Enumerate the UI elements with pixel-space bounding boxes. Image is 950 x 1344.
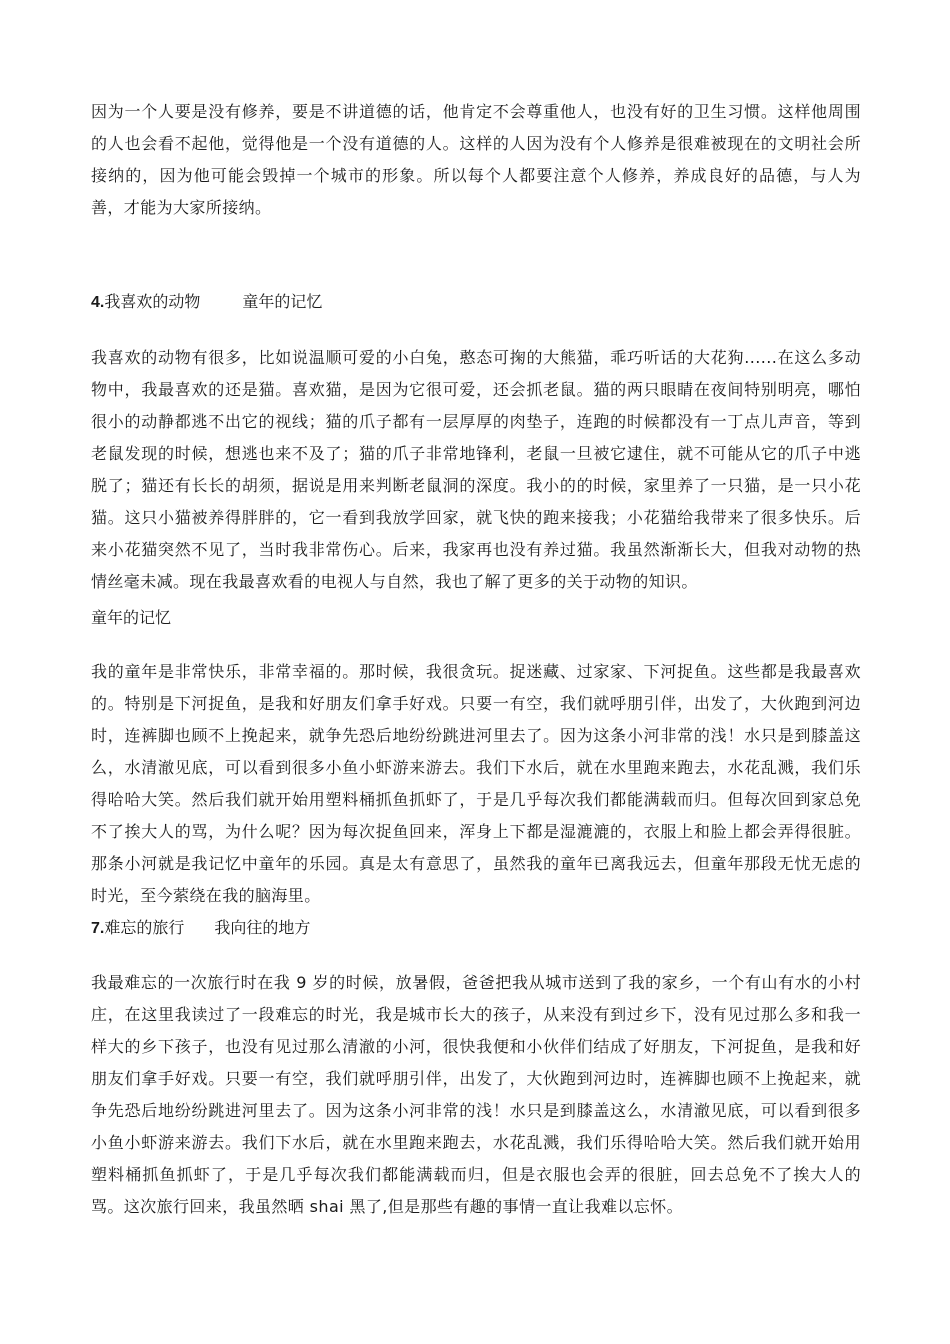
paragraph-memorable-trip: 我最难忘的一次旅行时在我 9 岁的时候，放暑假，爸爸把我从城市送到了我的家乡，一个有山有水的小村庄，在这里我读过了一段难忘的时光，我是城市长大的孩子，从来没有到过乡下，没有见过那么多和我一样大的乡下孩子，也没有见过那么清澈的小河，很快我便和小伙伴们结成了好朋友，下河捉鱼，是我和好朋友们拿手好戏。只要一有空，我们就呼朋引伴，出发了，大伙跑到河边时，连裤脚也顾不上挽起来，就争先恐后地纷纷跳进河里去了。因为这条小河非常的浅！水只是到膝盖这么，水清澈见底，可以看到很多小鱼小虾游来游去。我们下水后，就在水里跑来跑去，水花乱溅，我们乐得哈哈大笑。然后我们就开始用塑料桶抓鱼抓虾了，于是几乎每次我们都能满载而归，但是衣服也会弄的很脏，回去总免不了挨大人的骂。这次旅行回来，我虽然晒 shai 黑了,但是那些有趣的事情一直让我难以忘怀。 [91,973,861,1216]
subheading-childhood: 童年的记忆 [91,608,172,627]
section-heading-4 [91,286,322,319]
section-title-dream-place: 我向往的地方 [214,918,311,937]
paragraph-childhood: 我的童年是非常快乐，非常幸福的。那时候，我很贪玩。捉迷藏、过家家、下河捉鱼。这些都是我最喜欢的。特别是下河捉鱼，是我和好朋友们拿手好戏。只要一有空，我们就呼朋引伴，出发了，大伙跑到河边时，连裤脚也顾不上挽起来，就争先恐后地纷纷跳进河里去了。因为这条小河非常的浅！水只是到膝盖这么，水清澈见底，可以看到很多小鱼小虾游来游去。我们下水后，就在水里跑来跑去，水花乱溅，我们乐得哈哈大笑。然后我们就开始用塑料桶抓鱼抓虾了，于是几乎每次我们都能满载而归。但每次回到家总免不了挨大人的骂，为什么呢？因为每次捉鱼回来，浑身上下都是湿漉漉的，衣服上和脸上都会弄得很脏。那条小河就是我记忆中童年的乐园。真是太有意思了，虽然我的童年已离我远去，但童年那段无忧无虑的时光，至今萦绕在我的脑海里。 [91,662,861,905]
paragraph-favorite-animal: 我喜欢的动物有很多，比如说温顺可爱的小白兔，憨态可掬的大熊猫，乖巧听话的大花狗......在这么多动物中，我最喜欢的还是猫。喜欢猫，是因为它很可爱，还会抓老鼠。猫的两只眼睛在夜间特别明亮，哪怕很小的动静都逃不出它的视线；猫的爪子都有一层厚厚的肉垫子，连跑的时候都没有一丁点儿声音，等到老鼠发现的时候，想逃也来不及了；猫的爪子非常地锋利，老鼠一旦被它逮住，就不可能从它的爪子中逃脱了；猫还有长长的胡须，据说是用来判断老鼠洞的深度。我小的的时候，家里养了一只猫，是一只小花猫。这只小猫被养得胖胖的，它一看到我放学回家，就飞快的跑来接我；小花猫给我带来了很多快乐。后来小花猫突然不见了，当时我非常伤心。后来，我家再也没有养过猫。我虽然渐渐长大，但我对动物的热情丝毫未减。现在我最喜欢看的电视人与自然，我也了解了更多的关于动物的知识。 [91,348,861,591]
section-heading-7 [91,912,310,945]
section-title-childhood-memory: 童年的记忆 [242,292,323,311]
section-title-memorable-trip: 难忘的旅行 [104,918,185,937]
section-number: 7. [91,920,105,937]
paragraph-manners: 因为一个人要是没有修养，要是不讲道德的话，他肯定不会尊重他人，也没有好的卫生习惯。这样他周围的人也会看不起他，觉得他是一个没有道德的人。这样的人因为没有个人修养是很难被现在的文明社会所接纳的，因为他可能会毁掉一个城市的形象。所以每个人都要注意个人修养，养成良好的品德，与人为善，才能为大家所接纳。 [91,102,861,217]
section-number: 4. [91,294,105,311]
section-title-favorite-animal: 我喜欢的动物 [104,292,201,311]
